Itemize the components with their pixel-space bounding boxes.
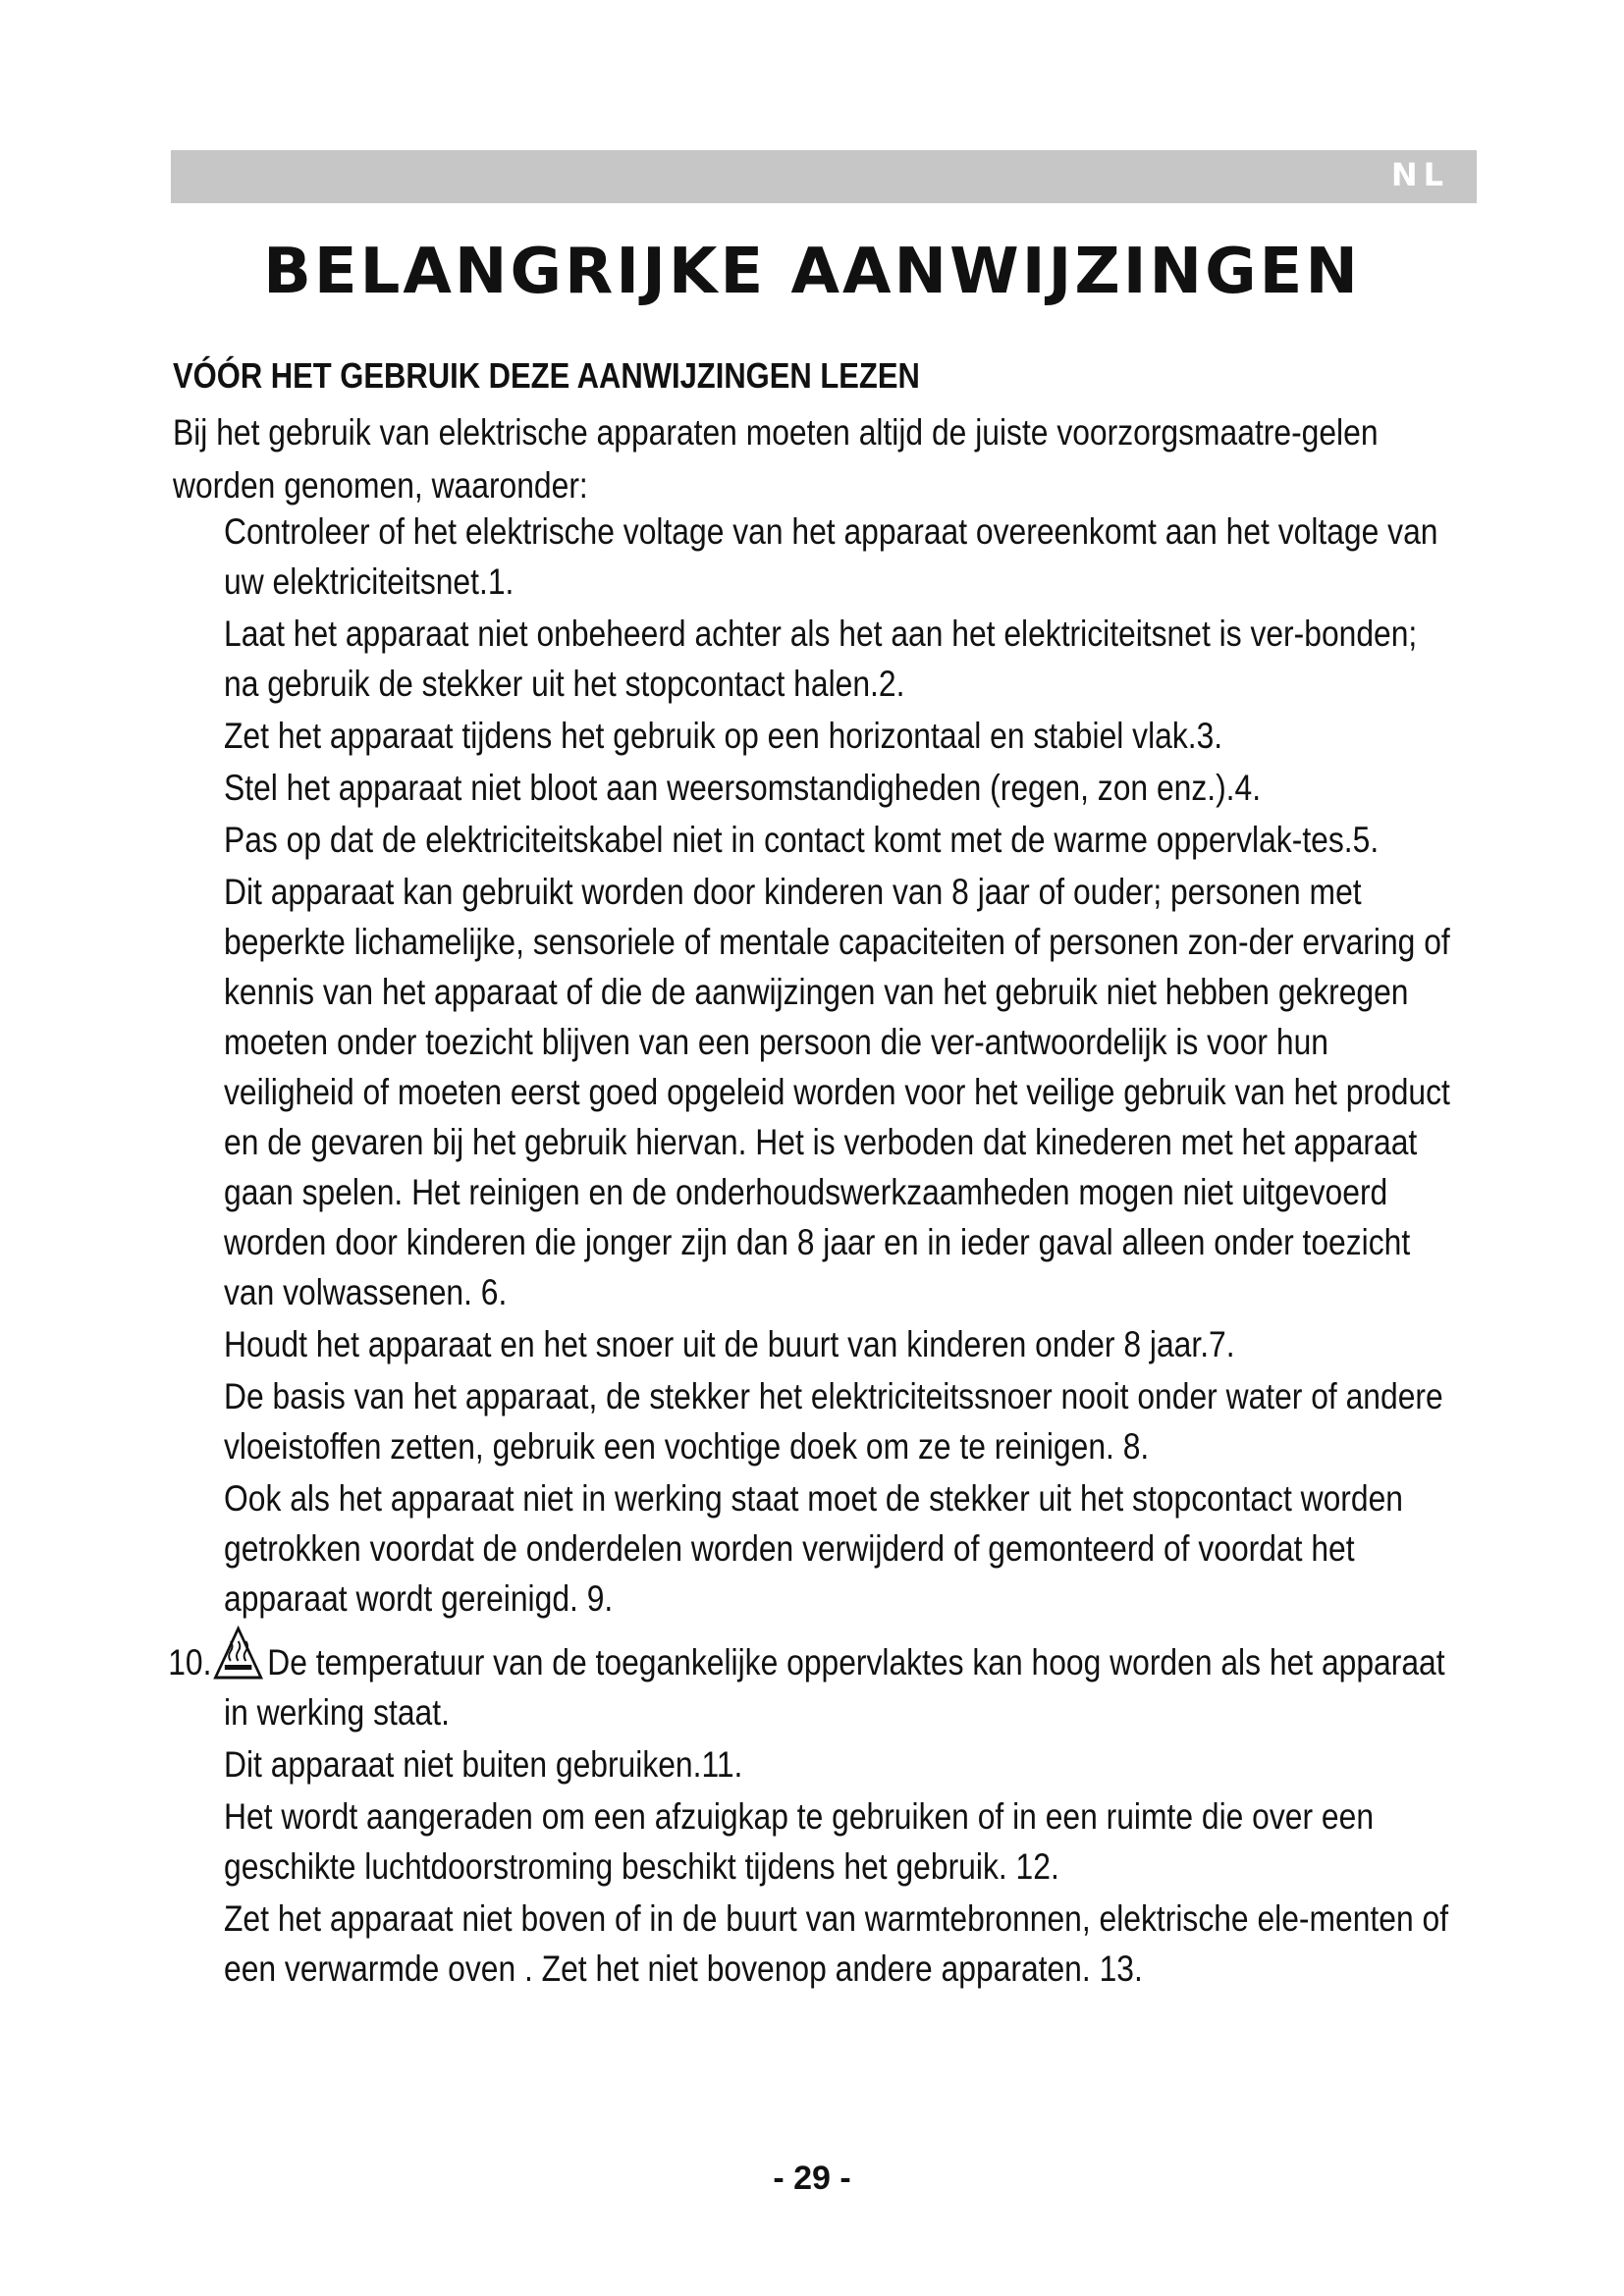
list-item [224,507,1457,607]
item-text: Controleer of het elektrische voltage van het apparaat overeenkomt aan het voltage van uw elektriciteitsnet. [224,511,1438,602]
item-text: Het wordt aangeraden om een afzuigkap te gebruiken of in een ruimte die over een geschikte luchtdoorstroming beschikt tijdens het gebruik. [224,1796,1375,1887]
item-number: 9. [586,1578,614,1619]
item-number: 4. [1234,768,1262,808]
item-text: Houdt het apparaat en het snoer uit de buurt van kinderen onder 8 jaar. [224,1324,1210,1364]
item-number: 1. [487,561,514,602]
list-item [224,815,1457,865]
item-number: 13. [1099,1949,1143,1989]
item-text: Pas op dat de elektriciteitskabel niet in contact komt met de warme oppervlak-tes. [224,820,1353,860]
item-number: 11. [701,1744,743,1785]
list-item [224,867,1457,1317]
item-text: Laat het apparaat niet onbeheerd achter als het aan het elektriciteitsnet is ver-bonden; na gebruik de stekker uit het stopcontact halen. [224,614,1418,704]
item-number: 2. [878,664,905,704]
intro-paragraph: Bij het gebruik van elektrische apparaten moeten altijd de juiste voorzorgsmaatre-gelen worden genomen, waaronder: [173,412,1379,506]
item-number: 6. [480,1272,508,1312]
item-number: 10. [168,1642,212,1682]
language-bar [171,150,1477,203]
item-text: De temperatuur van de toegankelijke oppervlaktes kan hoog worden als het apparaat in werking staat. [224,1642,1445,1733]
language-label: NL [1390,156,1449,193]
list-item [224,711,1457,761]
item-number: 12. [1015,1846,1059,1887]
item-text: Ook als het apparaat niet in werking staat moet de stekker uit het stopcontact worden getrokken voordat de onderdelen worden verwijderd of gemonteerd of voordat het apparaat wordt gereinigd. [224,1478,1403,1619]
list-item [224,1739,1457,1789]
section-subtitle: VÓÓR HET GEBRUIK DEZE AANWIJZINGEN LEZEN [173,355,920,396]
list-item [224,763,1457,813]
list-item [224,609,1457,709]
instructions-list [168,507,1457,1996]
item-text: Zet het apparaat niet boven of in de buurt van warmtebronnen, elektrische ele-menten of een verwarmde oven . Zet het niet bovenop andere apparaten. [224,1898,1449,1989]
item-number: 8. [1122,1426,1150,1467]
item-text: De basis van het apparaat, de stekker het elektriciteitssnoer nooit onder water of andere vloeistoffen zetten, gebruik een vochtige doek om ze te reinigen. [224,1376,1443,1467]
item-text: Dit apparaat kan gebruikt worden door kinderen van 8 jaar of ouder; personen met beperkte lichamelijke, sensoriele of mentale capaciteiten of personen zon-der ervaring of kennis van het apparaat of die de aanwijzingen van het gebruik niet hebben gekregen moeten onder toezicht blijven van een persoon die ver-antwoordelijk is voor hun veiligheid of moeten eerst goed opgeleid worden voor het veilige gebruik van het product en de gevaren bij het gebruik hiervan. Het is verboden dat kinederen met het apparaat gaan spelen. Het reinigen en de onderhoudswerkzaamheden mogen niet uitgevoerd worden door kinderen die jonger zijn dan 8 jaar en in ieder gaval alleen onder toezicht van volwassenen. [224,872,1450,1312]
item-text: Dit apparaat niet buiten gebruiken. [224,1744,702,1785]
hot-surface-warning-icon [213,1626,264,1681]
item-text: Zet het apparaat tijdens het gebruik op een horizontaal en stabiel vlak. [224,716,1197,756]
page-number: - 29 - [773,2160,851,2197]
page-title: BELANGRIJKE AANWIJZINGEN [263,236,1361,308]
item-number: 3. [1196,716,1223,756]
list-item [224,1319,1457,1369]
item-number: 5. [1352,820,1380,860]
item-text: Stel het apparaat niet bloot aan weersomstandigheden (regen, zon enz.). [224,768,1235,808]
list-item [224,1473,1457,1624]
list-item [224,1894,1457,1994]
list-item [224,1791,1457,1892]
item-number: 7. [1209,1324,1235,1364]
list-item [224,1371,1457,1471]
list-item [168,1626,1457,1737]
